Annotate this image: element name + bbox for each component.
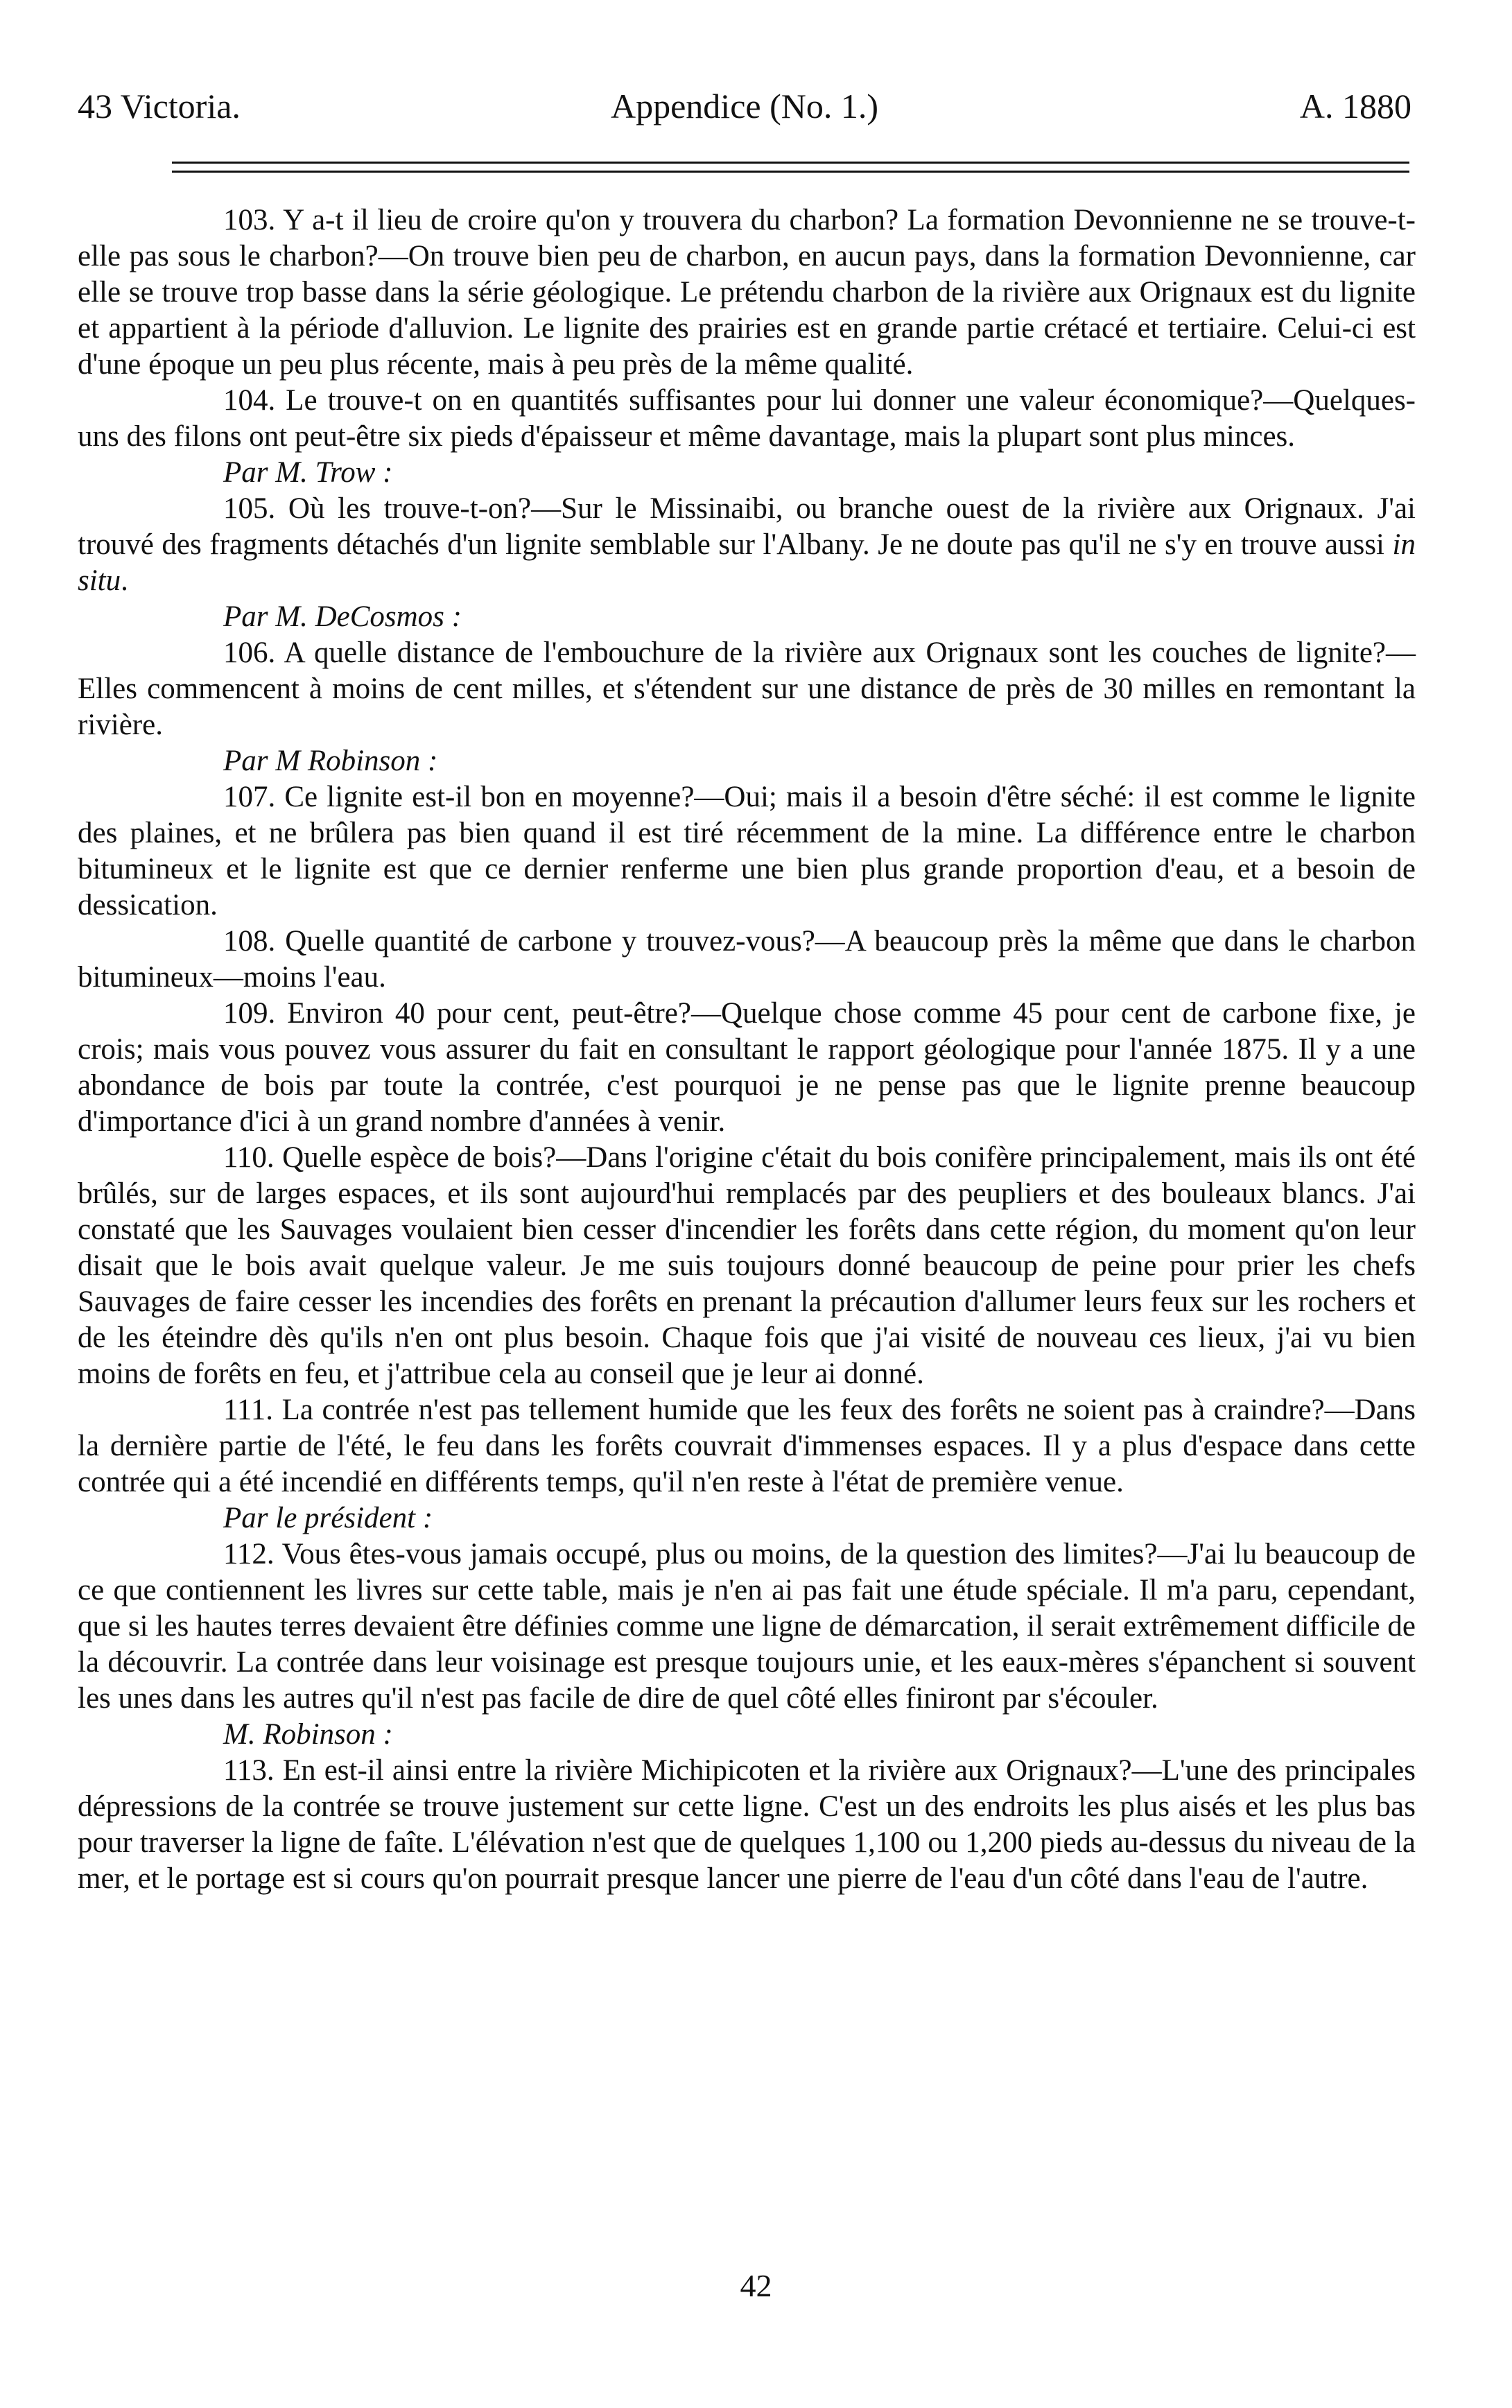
header-session: 43 Victoria. xyxy=(78,87,241,125)
speaker-label: Par M. DeCosmos : xyxy=(223,600,462,633)
body-text xyxy=(78,202,1416,1897)
question-108: 108. Quelle quantité de carbone y trouvez-vous?—A beaucoup près la même que dans le charbon bitumineux—moins l'eau. xyxy=(78,925,1416,994)
question-105-end: . xyxy=(121,564,128,597)
question-109: 109. Environ 40 pour cent, peut-être?—Quelque chose comme 45 pour cent de carbone fixe, je crois; mais vous pouvez vous assurer du fait en consultant le rapport géologique pour l'année 1875. Il y a une abondance de bois par toute la contrée, c'est pourquoi je ne pense pas que le lignite prenne beaucoup d'importance d'ici à un grand nombre d'années à venir. xyxy=(78,997,1416,1138)
header-rule-bottom xyxy=(172,171,1409,173)
question-105-text: 105. Où les trouve-t-on?—Sur le Missinaibi, ou branche ouest de la rivière aux Orignaux. J'ai trouvé des fragments détachés d'un lignite semblable sur l'Albany. Je ne doute pas qu'il ne s'y en trouve aussi xyxy=(78,492,1416,561)
question-105 xyxy=(78,491,1416,599)
header-year: A. 1880 xyxy=(1299,87,1411,125)
question-104: 104. Le trouve-t on en quantités suffisantes pour lui donner une valeur économique?—Quelques-uns des filons ont peut-être six pieds d'épaisseur et même davantage, mais la plupart sont plus minces. xyxy=(78,384,1416,453)
question-111: 111. La contrée n'est pas tellement humide que les feux des forêts ne soient pas à craindre?—Dans la dernière partie de l'été, le feu dans les forêts couvrait d'immenses espaces. Il y a plus d'espace dans cette contrée qui a été incendié en différents temps, qu'il n'en reste à l'état de première venue. xyxy=(78,1394,1416,1498)
speaker-label: Par M. Trow : xyxy=(223,456,393,489)
page-number: 42 xyxy=(740,2268,772,2303)
question-106: 106. A quelle distance de l'embouchure de la rivière aux Orignaux sont les couches de lignite?—Elles commencent à moins de cent milles, et s'étendent sur une distance de près de 30 milles en remontant la rivière. xyxy=(78,636,1416,741)
page-header xyxy=(78,82,1411,130)
question-112: 112. Vous êtes-vous jamais occupé, plus ou moins, de la question des limites?—J'ai lu beaucoup de ce que contiennent les livres sur cette table, mais je n'en ai pas fait une étude spéciale. Il m'a paru, cependant, que si les hautes terres devaient être définies comme une ligne de démarcation, il serait extrêmement difficile de la découvrir. La contrée dans leur voisinage est presque toujours unie, et les eaux-mères s'épanchent si souvent les unes dans les autres qu'il n'est pas facile de dire de quel côté elles finiront par s'écouler. xyxy=(78,1538,1416,1715)
speaker-label: M. Robinson : xyxy=(223,1718,393,1751)
question-107: 107. Ce lignite est-il bon en moyenne?—Oui; mais il a besoin d'être séché: il est comme le lignite des plaines, et ne brûlera pas bien quand il est tiré récemment de la mine. La différence entre le charbon bitumineux et le lignite est que ce dernier renferme une bien plus grande proportion d'eau, et a besoin de dessication. xyxy=(78,781,1416,921)
header-appendix: Appendice (No. 1.) xyxy=(611,87,878,125)
header-rule-top xyxy=(172,162,1409,164)
speaker-label: Par le président : xyxy=(223,1502,433,1534)
question-113: 113. En est-il ainsi entre la rivière Michipicoten et la rivière aux Orignaux?—L'une des principales dépressions de la contrée se trouve justement sur cette ligne. C'est un des endroits les plus aisés et les plus bas pour traverser la ligne de faîte. L'élévation n'est que de quelques 1,100 ou 1,200 pieds au-dessus du niveau de la mer, et le portage est si cours qu'on pourrait presque lancer une pierre de l'eau d'un côté dans l'eau de l'autre. xyxy=(78,1754,1416,1895)
speaker-label: Par M Robinson : xyxy=(223,745,438,777)
question-105-italic: in situ xyxy=(78,528,1416,597)
question-110: 110. Quelle espèce de bois?—Dans l'origine c'était du bois conifère principalement, mais ils ont été brûlés, sur de larges espaces, et ils sont aujourd'hui remplacés par des peupliers et des bouleaux blancs. J'ai constaté que les Sauvages voulaient bien cesser d'incendier les forêts dans cette région, du moment qu'on leur disait que le bois avait quelque valeur. Je me suis toujours donné beaucoup de peine pour prier les chefs Sauvages de faire cesser les incendies des forêts en prenant la précaution d'allumer leurs feux sur les rochers et de les éteindre dès qu'ils n'en ont plus besoin. Chaque fois que j'ai visité de nouveau ces lieux, j'ai vu bien moins de forêts en feu, et j'attribue cela au conseil que je leur ai donné. xyxy=(78,1141,1416,1390)
question-103: 103. Y a-t il lieu de croire qu'on y trouvera du charbon? La formation Devonnienne ne se trouve-t-elle pas sous le charbon?—On trouve bien peu de charbon, en aucun pays, dans la formation Devonnienne, car elle se trouve trop basse dans la série géologique. Le prétendu charbon de la rivière aux Orignaux est du lignite et appartient à la période d'alluvion. Le lignite des prairies est en grande partie crétacé et tertiaire. Celui-ci est d'une époque un peu plus récente, mais à peu près de la même qualité. xyxy=(78,204,1416,381)
